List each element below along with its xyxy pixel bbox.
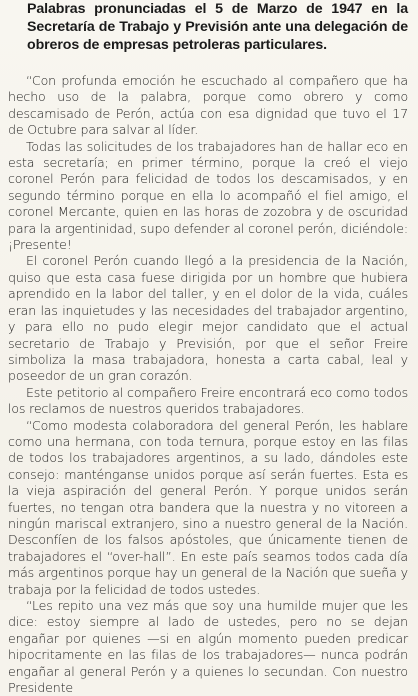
speech-body [8,73,408,696]
paragraph-2: Todas las solicitudes de los trabajadores han de hallar eco en esta secretaría; en primer término, porque la creó el viejo coronel Perón para felicidad de todos los descamisados, y en segundo término porque en ella lo acompañó el fiel amigo, el coronel Mercante, quien en las horas de zozobra y de oscuridad para la argentinidad, supo defender al coronel perón, diciéndole: ¡Presente! [8,138,408,253]
paragraph-6: “Les repito una vez más que soy una humilde mujer que les dice: estoy siempre al lado de ustedes, pero no se dejan engañar por quienes —si en algún momento pueden predicar hipocritamente en las filas de los trabajadores— nunca podrán engañar al general Perón y a quienes lo secundan. Con nuestro Presidente [8,598,408,696]
paragraph-4: Este petitorio al compañero Freire encontrará eco como todos los reclamos de nuestros queridos trabajadores. [8,384,408,417]
speech-heading-text: Palabras pronunciadas el 5 de Marzo de 1947 en la Secretaría de Trabajo y Previsión ante una delegación de obreros de empresas petroleras particulares. [27,1,408,53]
paragraph-1: “Con profunda emoción he escuchado al compañero que ha hecho uso de la palabra, porque como obrero y como descamisado de Perón, actúa con esa dignidad que tuvo el 17 de Octubre para salvar al líder. [8,73,408,138]
speech-heading [8,0,408,54]
paragraph-5: “Como modesta colaboradora del general Perón, les hablare como una hermana, con toda ternura, porque estoy en las filas de todos los trabajadores argentinos, a su lado, dándoles este consejo: manténganse unidos porque así serán fuertes. Esta es la vieja aspiración del general Perón. Y porque unidos serán fuertes, no tengan otra bandera que la nuestra y no vitoreen a ningún mariscal extranjero, sino a nuestro general de la Nación. Desconfíen de los falsos apóstoles, que únicamente tienen de trabajadores el “over-hall”. En este país seamos todos cada día más argentinos porque hay un general de la Nación que sueña y trabaja por la felicidad de todos ustedes. [8,417,408,597]
paragraph-3: El coronel Perón cuando llegó a la presidencia de la Nación, quiso que esta casa fuese dirigida por un hombre que hubiera aprendido en la labor del taller, y en el dolor de la vida, cuáles eran las inquietudes y las necesidades del trabajador argentino, y para ello no pudo elegir mejor candidato que el actual secretario de Trabajo y Previsión, por que el señor Freire simboliza la masa trabajadora, honesta a carta cabal, leal y poseedor de un gran corazón. [8,253,408,384]
